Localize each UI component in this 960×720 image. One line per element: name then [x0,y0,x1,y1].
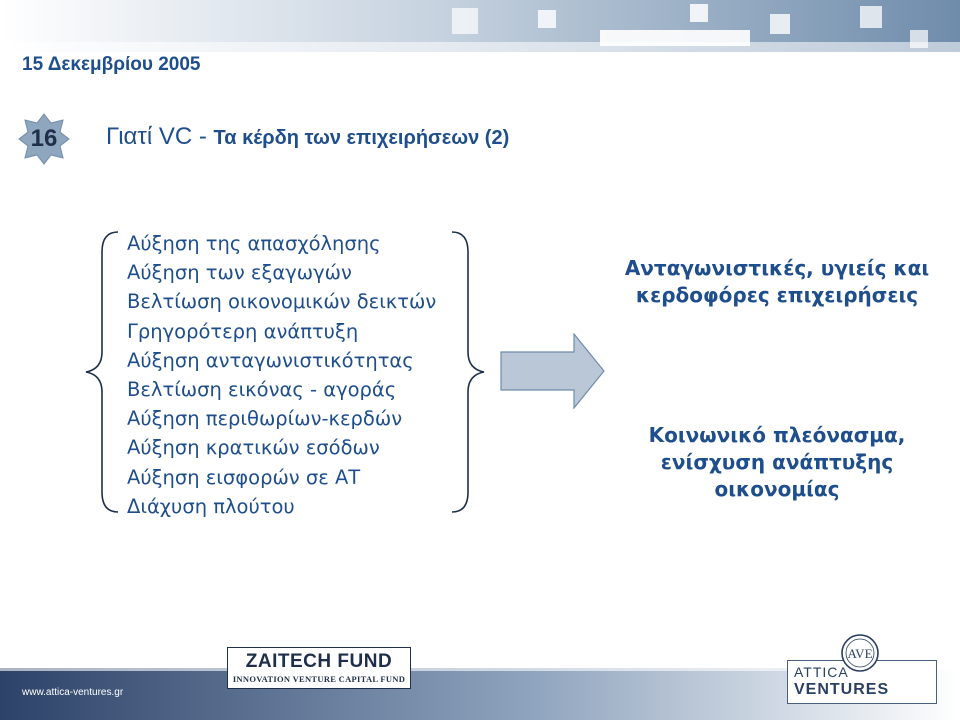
attica-line1: ATTICA [794,664,849,680]
list-item: Βελτίωση εικόνας - αγοράς [127,378,397,402]
zaitech-name: ZAITECH FUND [245,651,393,672]
seal-text: AVE [847,646,873,661]
website-link[interactable]: www.attica-ventures.gr [22,687,124,698]
right-brace [452,232,484,512]
list-item: Αύξηση περιθωρίων-κερδών [127,407,403,431]
ave-seal-icon [840,633,880,673]
list-item: Αύξηση ανταγωνιστικότητας [127,348,414,372]
title-sub: Τα κέρδη των επιχειρήσεων (2) [213,127,510,149]
date-label: 15 Δεκεμβρίου 2005 [22,54,201,75]
outcome-line: Κοινωνικό πλεόνασμα, [648,423,906,447]
slide-number: 16 [30,125,58,152]
outcome-line: Ανταγωνιστικές, υγιείς και [624,256,930,280]
zaitech-tagline: INNOVATION VENTURE CAPITAL FUND [232,674,406,684]
list-item: Αύξηση εισφορών σε ΑΤ [127,465,361,489]
list-item: Γρηγορότερη ανάπτυξη [127,319,359,343]
title-main: Γιατί VC - [106,123,214,150]
outcome-second [612,422,942,503]
list-item: Διάχυση πλούτου [127,494,295,518]
list-item: Αύξηση της απασχόλησης [127,232,381,255]
zaitech-logo [227,647,411,689]
attica-line2: VENTURES [794,681,890,698]
right-arrow-icon [500,333,606,409]
outcome-first [612,255,942,309]
left-brace [86,232,118,512]
list-item: Αύξηση των εξαγωγών [127,261,352,285]
outcome-line: ενίσχυση ανάπτυξης [660,450,894,474]
outcome-line: οικονομίας [714,477,840,501]
list-item: Αύξηση κρατικών εσόδων [127,436,380,460]
list-item: Βελτίωση οικονομικών δεικτών [127,290,437,314]
outcome-line: κερδοφόρες επιχειρήσεις [635,283,919,307]
benefits-list [127,229,436,521]
